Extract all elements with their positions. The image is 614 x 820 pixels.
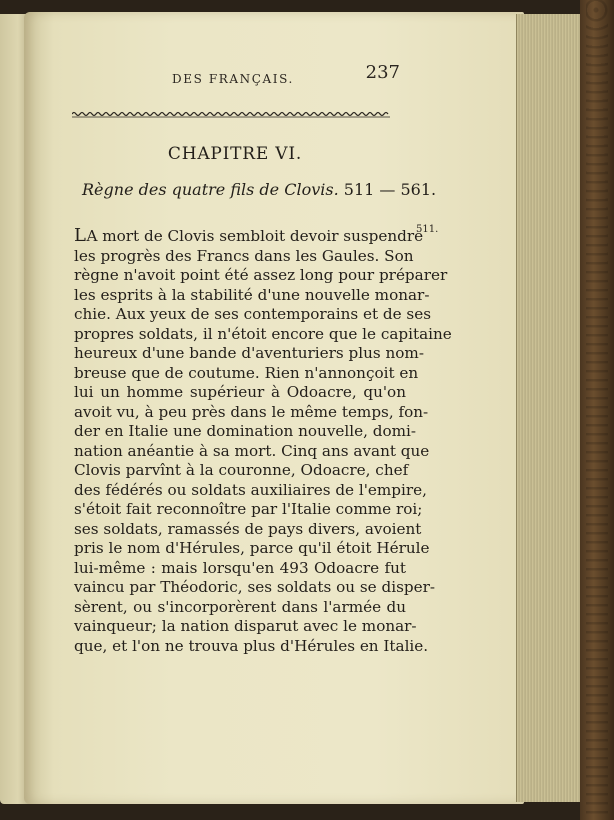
- text-line: lui-même : mais lorsqu'en 493 Odoacre fut: [74, 558, 406, 577]
- running-head: DES FRANÇAIS.: [172, 72, 294, 86]
- page-number: 237: [365, 62, 400, 83]
- chapter-subtitle: [82, 180, 437, 199]
- initial-letter: L: [74, 225, 87, 246]
- text-line: propres soldats, il n'étoit encore que le capitaine: [74, 324, 452, 343]
- text-line: avoit vu, à peu près dans le même temps, fon-: [74, 402, 429, 421]
- text-line: heureux d'une bande d'aventuriers plus nom-: [74, 344, 424, 362]
- page-block-edges: [516, 14, 583, 802]
- text-line: lui un homme supérieur à Odoacre, qu'on: [74, 383, 406, 401]
- page-header: [70, 62, 400, 92]
- text-line: des fédérés ou soldats auxiliaires de l'empire,: [74, 480, 427, 499]
- text-line: règne n'avoit point été assez long pour préparer: [74, 266, 448, 284]
- text-line: pris le nom d'Hérules, parce qu'il étoit Hérule: [74, 539, 430, 557]
- text-line: breuse que de coutume. Rien n'annonçoit en: [74, 363, 419, 382]
- text-line: que, et l'on ne trouva plus d'Hérules en Italie.: [74, 636, 429, 655]
- text-line: der en Italie une domination nouvelle, domi-: [74, 422, 417, 440]
- text-line: Clovis parvînt à la couronne, Odoacre, chef: [74, 461, 409, 479]
- text-line: nation anéantie à sa mort. Cinq ans avant que: [74, 441, 430, 460]
- margin-date-note: 511.: [416, 224, 439, 235]
- text-line: sèrent, ou s'incorporèrent dans l'armée du: [74, 597, 406, 616]
- wavy-rule-ornament: [72, 110, 390, 118]
- subtitle-dates: 511 — 561.: [343, 180, 437, 199]
- text-line: chie. Aux yeux de ses contemporains et de ses: [74, 305, 432, 323]
- text-line: vaincu par Théodoric, ses soldats ou se disper-: [74, 578, 435, 596]
- chapter-title: CHAPITRE VI.: [167, 144, 303, 164]
- text-line: ses soldats, ramassés de pays divers, avoient: [74, 519, 422, 538]
- initial-word-rest: A: [86, 227, 98, 245]
- text-line: les esprits à la stabilité d'une nouvelle monar-: [74, 285, 430, 304]
- text-line: s'étoit fait reconnoître par l'Italie comme roi;: [74, 500, 423, 518]
- book-cover-edge: [580, 0, 614, 820]
- subtitle-text: Règne des quatre fils de Clovis.: [82, 180, 339, 199]
- text-line: les progrès des Francs dans les Gaules. Son: [74, 246, 414, 265]
- text-line: vainqueur; la nation disparut avec le monar-: [74, 617, 417, 635]
- text-line: LA mort de Clovis sembloit devoir suspendre: [74, 225, 424, 246]
